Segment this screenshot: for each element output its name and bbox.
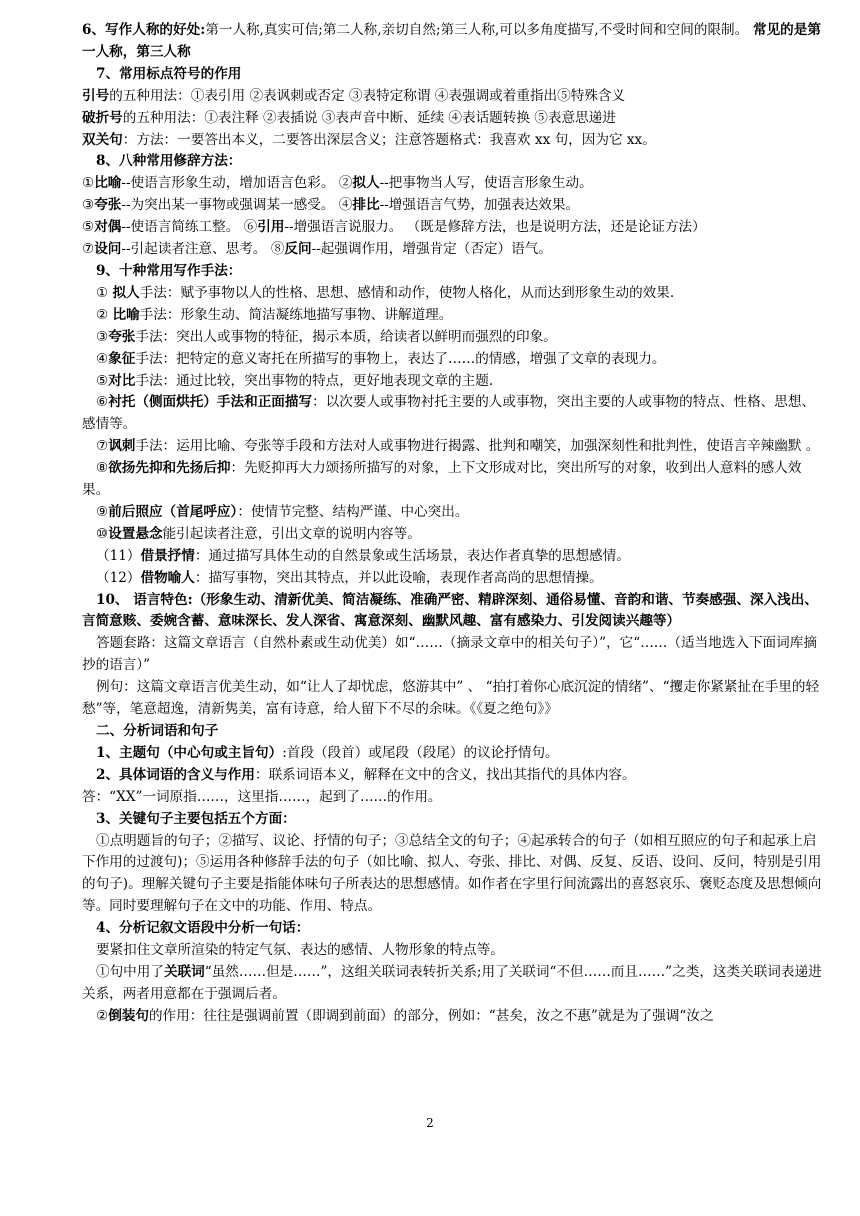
text-segment: ：先贬抑再大力颂扬所描写的对象，上下文形成对比，突出所写的对象，收到出人意料的感人效果。 xyxy=(82,460,802,499)
bold-term: 拟人 xyxy=(112,284,140,301)
bold-term: 9、十种常用写作手法： xyxy=(96,262,242,279)
text-segment: ①句中用了 xyxy=(96,963,164,980)
text-line xyxy=(82,546,824,568)
bold-term: 欲扬先抑和先扬后抑 xyxy=(108,460,231,477)
text-segment: 手法：把特定的意义寄托在所描写的事物上，表达了……的情感，增强了文章的表现力。 xyxy=(135,350,666,367)
bold-term: 3、关键句子主要包括五个方面： xyxy=(96,810,296,827)
bold-term: 衬托（侧面烘托）手法和正面描写 xyxy=(108,394,313,411)
text-line xyxy=(82,787,824,809)
text-line xyxy=(82,568,824,590)
text-segment: 手法：赋予事物以人的性格、思想、感情和动作，使物人格化，从而达到形象生动的效果. xyxy=(139,284,675,301)
bold-term: 设置悬念 xyxy=(108,525,163,542)
text-segment: ：以次要人或事物衬托主要的人或事物，突出主要的人或事物的特点、性格、思想、感情等。 xyxy=(82,394,816,433)
text-segment: 的五种用法：①表引用 ②表讽刺或否定 ③表特定称谓 ④表强调或着重指出⑤特殊含义 xyxy=(109,87,626,104)
text-segment: ⑨ xyxy=(96,503,109,520)
bold-term: 象征 xyxy=(108,350,136,367)
bold-term: 设问 xyxy=(94,241,122,258)
bold-term: 破折号 xyxy=(82,109,123,126)
text-line xyxy=(82,831,824,919)
text-segment: ② xyxy=(96,306,113,323)
bold-term: 夸张 xyxy=(94,197,122,214)
bold-term: 6、写作人称的好处: xyxy=(82,22,206,38)
text-segment: ⑤ xyxy=(96,372,109,389)
text-line xyxy=(82,458,824,502)
text-line xyxy=(82,1006,824,1028)
bold-term: 对偶 xyxy=(94,219,122,236)
text-line xyxy=(82,962,824,1006)
text-segment: （11） xyxy=(96,547,141,564)
text-line xyxy=(82,371,824,393)
bold-term: 10、 语言特色:（形象生动、清新优美、简洁凝练、准确严密、精辟深刻、通俗易懂、音韵和谐、节奏感强、深入浅出、言简意赅、委婉含蓄、意味深长、发人深省、寓意深刻、幽默风趣、富有感染力、引发阅读兴趣等） xyxy=(82,591,818,630)
text-segment: 例句：这篇文章语言优美生动，如“让人了却忧虑，悠游其中” 、 “拍打着你心底沉淀的情绪”、“攫走你紧紧扯在手里的轻愁”等，笔意超逸，清新隽美，富有诗意，给人留下不尽的余味。《《夏之绝句》》 xyxy=(82,679,820,718)
text-segment: --把事物当人写，使语言形象生动。 xyxy=(379,175,593,192)
text-line xyxy=(82,108,824,130)
text-segment: --起强调作用，增强肯定（否定）语气。 xyxy=(311,241,552,258)
text-segment: :首段（段首）或尾段（段尾）的议论抒情句。 xyxy=(282,744,559,761)
text-segment: 手法：形象生动、简洁凝练地描写事物、讲解道理。 xyxy=(139,306,453,323)
page-number: 2 xyxy=(426,1116,434,1130)
text-line xyxy=(82,436,824,458)
bold-term: 倒装句 xyxy=(108,1007,149,1024)
text-segment: 的作用：往往是强调前置（即调到前面）的部分，例如：“甚矣，汝之不惠”就是为了强调“汝之 xyxy=(148,1007,714,1024)
text-segment: ① xyxy=(82,175,95,192)
text-line xyxy=(82,130,824,152)
text-segment: 手法：通过比较，突出事物的特点，更好地表现文章的主题. xyxy=(135,372,494,389)
text-segment: --使语言简练工整。 ⑥ xyxy=(121,219,258,236)
bold-term: 借景抒情 xyxy=(140,547,195,564)
text-line xyxy=(82,677,824,721)
text-line xyxy=(82,64,824,86)
text-line xyxy=(82,721,824,743)
bold-term: 2、具体词语的含义与作用 xyxy=(96,766,255,783)
bold-term: 二、分析词语和句子 xyxy=(96,723,219,739)
bold-term: 对比 xyxy=(108,372,136,389)
text-line xyxy=(82,590,824,634)
text-segment: ⑩ xyxy=(96,525,109,542)
text-segment: 手法：突出人或事物的特征，揭示本质，给读者以鲜明而强烈的印象。 xyxy=(135,328,557,345)
text-line xyxy=(82,86,824,108)
text-line xyxy=(82,261,824,283)
text-line xyxy=(82,940,824,962)
text-line xyxy=(82,305,824,327)
text-line xyxy=(82,349,824,371)
bold-term: 关联词 xyxy=(163,963,205,980)
text-line xyxy=(82,765,824,787)
text-line xyxy=(82,392,824,436)
bold-term: 借物喻人 xyxy=(140,569,195,586)
bold-term: 前后照应（首尾呼应） xyxy=(108,503,238,520)
text-segment: ：方法：一要答出本义，二要答出深层含义；注意答题格式：我喜欢 xx 句，因为它 xx。 xyxy=(122,131,656,148)
bold-term: 8、八种常用修辞方法： xyxy=(96,153,242,170)
text-line xyxy=(82,502,824,524)
text-segment: --引起读者注意、思考。 ⑧ xyxy=(121,241,285,258)
document-body xyxy=(82,20,824,1028)
text-line xyxy=(82,918,824,940)
bold-term: 比喻 xyxy=(94,175,122,192)
text-segment: 答：“XX”一词原指……，这里指……，起到了……的作用。 xyxy=(82,788,442,805)
bold-term: 反问 xyxy=(284,241,312,258)
text-line xyxy=(82,239,824,261)
bold-term: 排比 xyxy=(352,197,380,214)
text-segment: ⑧ xyxy=(96,460,109,477)
bold-term: 双关句 xyxy=(82,131,123,148)
text-segment: ⑦ xyxy=(96,438,109,455)
text-segment: 答题套路：这篇文章语言（自然朴素或生动优美）如“……（摘录文章中的相关句子）”，它“……（适当地选入下面词库摘抄的语言）” xyxy=(82,635,817,674)
bold-term: 比喻 xyxy=(112,306,140,323)
text-segment: ：使情节完整、结构严谨、中心突出。 xyxy=(237,503,469,520)
bold-term: 常见的是第一人称，第三人称 xyxy=(82,22,821,60)
text-line xyxy=(82,195,824,217)
text-segment: ⑥ xyxy=(96,394,109,411)
text-segment: 能引起读者注意，引出文章的说明内容等。 xyxy=(162,525,421,542)
text-line xyxy=(82,524,824,546)
text-segment: “虽然……但是……”，这组关联词表转折关系;用了关联词“不但……而且……”之类，这类关联词表递进关系，两者用意都在于强调后者。 xyxy=(82,963,822,1002)
text-segment: 要紧扣住文章所渲染的特定气氛、表达的感情、人物形象的特点等。 xyxy=(96,942,504,959)
text-segment: --增强语言气势，加强表达效果。 xyxy=(379,197,580,214)
text-segment: （12） xyxy=(96,569,141,586)
text-segment: ③ xyxy=(82,197,95,214)
text-segment: ⑦ xyxy=(82,241,95,258)
text-segment: --使语言形象生动，增加语言色彩。 ② xyxy=(121,175,353,192)
bold-term: 引用 xyxy=(257,219,285,236)
text-segment: ④ xyxy=(96,350,109,367)
text-segment: 的五种用法：①表注释 ②表插说 ③表声音中断、延续 ④表话题转换 ⑤表意思递进 xyxy=(122,109,616,126)
text-segment: 手法：运用比喻、夸张等手段和方法对人或事物进行揭露、批判和嘲笑，加强深刻性和批判性，使语言辛辣幽默 。 xyxy=(135,438,820,455)
text-segment: ：描写事物，突出其特点，并以此设喻，表现作者高尚的思想情操。 xyxy=(194,569,603,586)
text-line xyxy=(82,283,824,305)
text-segment: ：联系词语本义，解释在文中的含义，找出其指代的具体内容。 xyxy=(255,766,636,783)
text-line xyxy=(82,20,824,64)
text-line xyxy=(82,151,824,173)
text-segment: ② xyxy=(96,1007,109,1024)
bold-term: 讽刺 xyxy=(108,438,136,455)
text-segment: ：通过描写具体生动的自然景象或生活场景，表达作者真挚的思想感情。 xyxy=(194,547,630,564)
bold-term: 1、主题句（中心句或主旨句） xyxy=(96,744,283,761)
bold-term: 夸张 xyxy=(108,328,136,345)
bold-term: 4、分析记叙文语段中分析一句话： xyxy=(96,920,310,937)
text-line xyxy=(82,327,824,349)
text-line xyxy=(82,633,824,677)
text-segment: 第一人称,真实可信;第二人称,亲切自然;第三人称,可以多角度描写,不受时间和空间的限制。 xyxy=(205,22,749,38)
text-segment: ①点明题旨的句子；②描写、议论、抒情的句子；③总结全文的句子；④起承转合的句子（如相互照应的句子和起承上启下作用的过渡句)；⑤运用各种修辞手法的句子（如比喻、拟人、夸张、排比、对偶、反复、反语、设问、反问，特别是引用的句子)。理解关键句子主要是指能体味句子所表达的思想感情。如作者在字里行间流露出的喜怒哀乐、褒贬态度及思想倾向等。同时要理解句子在文中的功能、作用、特点。 xyxy=(82,832,822,915)
text-line xyxy=(82,217,824,239)
text-segment: ⑤ xyxy=(82,219,95,236)
text-segment: --为突出某一事物或强调某一感受。 ④ xyxy=(121,197,353,214)
text-segment: --增强语言说服力。 （既是修辞方法，也是说明方法，还是论证方法） xyxy=(284,219,706,236)
bold-term: 7、常用标点符号的作用 xyxy=(96,65,242,82)
bold-term: 引号 xyxy=(82,87,110,104)
text-segment: ① xyxy=(96,284,113,301)
text-line xyxy=(82,173,824,195)
text-segment: ③ xyxy=(96,328,109,345)
bold-term: 拟人 xyxy=(352,175,380,192)
text-line xyxy=(82,809,824,831)
text-line xyxy=(82,743,824,765)
